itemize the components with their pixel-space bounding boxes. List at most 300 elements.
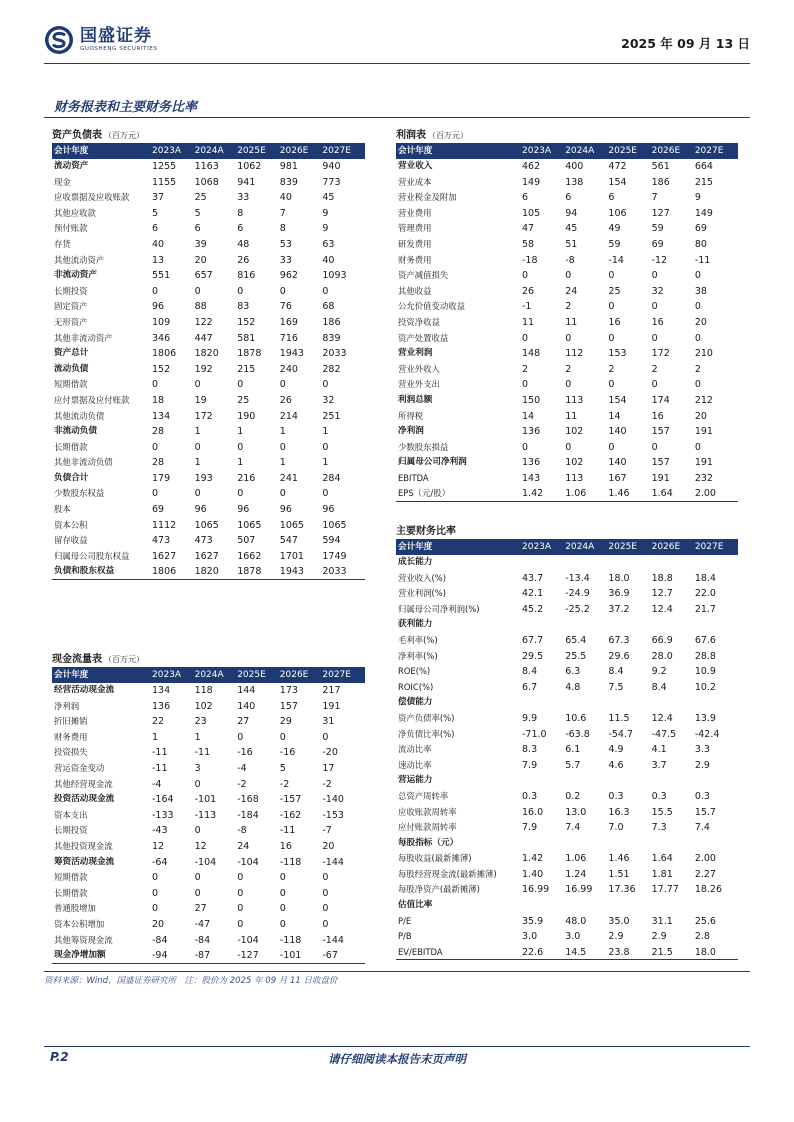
financial-ratios-table xyxy=(396,524,738,960)
row-value: 1065 xyxy=(237,519,262,531)
row-value: 9.2 xyxy=(651,666,667,678)
table-row xyxy=(396,284,738,300)
row-value xyxy=(652,898,695,914)
header-cell-year: 2027E xyxy=(322,670,351,680)
row-value: 76 xyxy=(279,301,292,313)
row-value xyxy=(695,695,738,711)
row-label: 应收账款周转率 xyxy=(398,806,457,817)
row-value: 59 xyxy=(608,238,621,250)
row-label: 净利润 xyxy=(54,700,80,711)
row-label: 短期借款 xyxy=(54,872,88,883)
row-value: 12 xyxy=(194,840,207,852)
row-value: 29.5 xyxy=(522,650,544,662)
row-value: 0 xyxy=(651,441,658,453)
row-value: 2 xyxy=(608,363,615,375)
row-value: 1 xyxy=(237,426,244,438)
row-value: 26 xyxy=(522,285,535,297)
company-logo xyxy=(44,24,157,56)
row-value: 11 xyxy=(522,316,535,328)
row-value: 35.0 xyxy=(608,915,630,927)
row-value: 0 xyxy=(152,903,159,915)
row-label: 资本支出 xyxy=(54,809,88,820)
row-label: 利润总额 xyxy=(398,394,433,405)
row-value: 7.9 xyxy=(522,822,538,834)
row-label: 所得税 xyxy=(398,410,424,421)
table-row xyxy=(396,253,738,269)
row-value: 1627 xyxy=(194,550,219,562)
row-value: 16.99 xyxy=(522,884,550,896)
row-value: 9 xyxy=(322,223,329,235)
source-note: 资料来源：Wind，国盛证券研究所 注：股价为 2025 年 09 月 11 日收盘价 xyxy=(44,971,750,986)
row-value: 21.5 xyxy=(651,946,673,958)
row-label: 长期借款 xyxy=(54,887,88,898)
row-value: 547 xyxy=(279,535,298,547)
table-row xyxy=(396,346,738,362)
row-value: 1255 xyxy=(152,161,177,172)
table-header-row xyxy=(52,668,365,683)
row-value: -8 xyxy=(565,254,575,266)
row-value: 0.3 xyxy=(651,790,667,802)
header-cell-year: 2026E xyxy=(279,146,309,156)
row-value: 1.46 xyxy=(608,488,630,500)
row-value xyxy=(522,617,565,633)
row-value: 17.36 xyxy=(608,884,636,896)
row-value: 0 xyxy=(651,332,658,344)
row-value: 37 xyxy=(152,192,165,204)
row-value xyxy=(608,898,651,914)
row-value: 143 xyxy=(522,472,541,484)
row-value: 716 xyxy=(279,332,298,344)
row-value: -16 xyxy=(237,747,253,759)
table-row xyxy=(52,518,365,534)
row-value: 113 xyxy=(565,394,584,406)
row-value: 42.1 xyxy=(522,588,544,600)
row-value: 346 xyxy=(152,332,171,344)
row-value: 0 xyxy=(279,887,286,899)
row-value: 96 xyxy=(152,301,165,313)
table-row xyxy=(396,711,738,727)
row-value: -104 xyxy=(237,856,259,868)
row-value: -12 xyxy=(651,254,668,266)
row-value: 551 xyxy=(152,270,171,282)
row-value: 0 xyxy=(322,903,329,915)
row-value: 25.6 xyxy=(694,915,716,927)
row-label: 投资活动现金流 xyxy=(54,794,115,805)
row-value: 447 xyxy=(194,332,213,344)
row-value: 102 xyxy=(565,426,584,438)
row-value: 5.7 xyxy=(565,759,581,771)
row-value: -168 xyxy=(237,794,259,806)
row-value: -54.7 xyxy=(608,728,633,740)
row-value: 7.5 xyxy=(608,681,624,693)
row-value: 5 xyxy=(279,762,286,774)
row-value: -11 xyxy=(152,762,168,774)
row-value: 0 xyxy=(237,731,244,743)
row-value: 2.9 xyxy=(694,759,710,771)
table-header-row xyxy=(52,144,365,159)
row-value xyxy=(522,773,565,789)
row-value: 25 xyxy=(608,285,621,297)
row-value: 8.4 xyxy=(651,681,667,693)
row-value: 140 xyxy=(237,700,256,712)
row-value xyxy=(695,773,738,789)
row-value: 1 xyxy=(194,457,201,469)
row-value: 2 xyxy=(694,363,701,375)
table-row xyxy=(396,820,738,836)
row-value xyxy=(695,555,738,571)
table-unit: （百万元） xyxy=(428,131,468,140)
row-label: 其他应收款 xyxy=(54,207,96,218)
row-value: 17.77 xyxy=(651,884,679,896)
row-label: 其他非流动资产 xyxy=(54,332,113,343)
row-value: 18.0 xyxy=(608,572,630,584)
page-header xyxy=(44,22,750,64)
table-title xyxy=(52,128,365,144)
table-row xyxy=(396,633,738,649)
header-cell-year: 2024A xyxy=(565,146,595,156)
table-row xyxy=(52,315,365,331)
table-row xyxy=(52,409,365,425)
row-value: 14 xyxy=(522,410,535,422)
row-value: -47.5 xyxy=(651,728,677,740)
row-value: 69 xyxy=(694,223,707,235)
row-label: 毛利率(%) xyxy=(398,634,438,645)
row-label: 营运资金变动 xyxy=(54,762,105,773)
row-label: 获利能力 xyxy=(398,619,433,630)
row-value: 6 xyxy=(565,192,572,204)
row-label: 每股指标（元） xyxy=(398,837,459,848)
row-label: 每股收益(最新摊薄) xyxy=(398,853,472,864)
row-value: 473 xyxy=(152,535,171,547)
row-value: 169 xyxy=(279,316,298,328)
table-row xyxy=(52,564,365,580)
row-value: 240 xyxy=(279,363,298,375)
row-value: -118 xyxy=(279,934,302,946)
row-value: -133 xyxy=(152,809,174,821)
row-value: -64 xyxy=(152,856,168,868)
row-value: 20 xyxy=(194,254,207,266)
table-row xyxy=(52,855,365,871)
row-value: 6 xyxy=(522,192,529,204)
row-value: 45.2 xyxy=(522,603,544,615)
header-cell-label: 会计年度 xyxy=(398,542,433,552)
table-row xyxy=(52,901,365,917)
row-label: 少数股东权益 xyxy=(54,488,105,499)
table-row xyxy=(52,284,365,300)
row-value: -11 xyxy=(694,254,711,266)
row-value: 0 xyxy=(322,731,329,743)
row-value xyxy=(565,617,608,633)
row-value xyxy=(652,617,695,633)
row-value: 149 xyxy=(694,207,713,219)
row-value: 1 xyxy=(322,426,329,438)
row-value: 29.6 xyxy=(608,650,630,662)
row-value: 981 xyxy=(279,161,298,172)
row-value: 0 xyxy=(565,270,572,282)
row-value: 8 xyxy=(279,223,286,235)
row-value: 7.4 xyxy=(565,822,581,834)
row-value: 1820 xyxy=(194,566,219,578)
row-value: 251 xyxy=(322,410,341,422)
table-row xyxy=(396,617,738,633)
row-value: 13 xyxy=(152,254,165,266)
row-value: 1.42 xyxy=(522,488,544,500)
logo-text-en: GUOSHENG SECURITIES xyxy=(80,46,158,52)
header-cell-year: 2024A xyxy=(565,542,595,552)
row-value: 0 xyxy=(322,285,329,297)
row-value: 0 xyxy=(694,270,701,282)
row-value: 53 xyxy=(279,238,292,250)
row-value: 179 xyxy=(152,472,171,484)
row-value: -184 xyxy=(237,809,259,821)
row-value: 36.9 xyxy=(608,588,630,600)
table-row xyxy=(396,393,738,409)
row-value: 1 xyxy=(194,426,201,438)
row-value: 3.0 xyxy=(522,931,538,943)
row-value: 0 xyxy=(608,332,615,344)
row-value xyxy=(565,773,608,789)
row-value: -144 xyxy=(322,856,344,868)
row-label: 归属母公司股东权益 xyxy=(54,550,130,561)
row-value: 80 xyxy=(694,238,707,250)
row-value: -157 xyxy=(279,794,302,806)
row-value: 839 xyxy=(322,332,341,344)
row-value: 25.5 xyxy=(565,650,587,662)
table-row xyxy=(396,362,738,378)
row-value: 0 xyxy=(608,301,615,313)
row-value: 9 xyxy=(694,192,701,204)
row-label: 预付账款 xyxy=(54,223,88,234)
header-cell-year: 2024A xyxy=(194,146,224,156)
row-label: 筹资活动现金流 xyxy=(54,856,115,867)
row-value: 215 xyxy=(237,363,256,375)
row-value: 7.0 xyxy=(608,822,624,834)
row-value xyxy=(565,836,608,852)
row-value: -118 xyxy=(279,856,302,868)
row-value: 1943 xyxy=(279,566,304,578)
table-row xyxy=(396,471,738,487)
row-value: 18.8 xyxy=(651,572,673,584)
row-label: 归属母公司净利润 xyxy=(398,457,467,468)
row-value: 941 xyxy=(237,176,256,188)
row-value: 191 xyxy=(694,457,713,469)
row-value: -7 xyxy=(322,825,332,837)
row-value: -162 xyxy=(279,809,302,821)
row-value: 0 xyxy=(279,731,286,743)
row-value: 0 xyxy=(194,488,201,500)
row-value: 14 xyxy=(608,410,621,422)
row-value: 0 xyxy=(522,270,529,282)
row-label: 归属母公司净利润(%) xyxy=(398,603,480,614)
row-value xyxy=(695,898,738,914)
row-value: -144 xyxy=(322,934,344,946)
row-value: 102 xyxy=(194,700,213,712)
row-value: 157 xyxy=(651,426,670,438)
row-value: 172 xyxy=(651,348,670,360)
row-label: 短期借款 xyxy=(54,379,88,390)
row-value: 191 xyxy=(694,426,713,438)
row-value xyxy=(565,898,608,914)
row-value: 4.1 xyxy=(651,744,667,756)
table-row xyxy=(396,424,738,440)
row-value: -11 xyxy=(279,825,296,837)
row-label: 估值比率 xyxy=(398,900,433,911)
table-row xyxy=(396,237,738,253)
table-header-row xyxy=(396,540,738,555)
row-value: 58 xyxy=(522,238,535,250)
row-value: 472 xyxy=(608,161,627,172)
row-value: 1.24 xyxy=(565,868,587,880)
row-value: -164 xyxy=(152,794,174,806)
row-value: 10.6 xyxy=(565,712,587,724)
table-row xyxy=(52,237,365,253)
row-value: -104 xyxy=(237,934,259,946)
row-value: 31 xyxy=(322,716,335,728)
row-value: 96 xyxy=(279,504,292,516)
row-label: 应收票据及应收账款 xyxy=(54,192,130,203)
row-value: 67.7 xyxy=(522,634,544,646)
row-label: 其他非流动负债 xyxy=(54,457,113,468)
table-title xyxy=(396,128,738,144)
table-row xyxy=(52,471,365,487)
row-value: 0 xyxy=(608,441,615,453)
row-value: 0 xyxy=(565,441,572,453)
row-label: EBITDA xyxy=(398,472,429,483)
row-label: 留存收益 xyxy=(54,535,88,546)
row-label: EV/EBITDA xyxy=(398,946,443,957)
row-value: 32 xyxy=(322,394,335,406)
row-value: 7 xyxy=(651,192,658,204)
table-body xyxy=(396,144,738,502)
row-value: 1093 xyxy=(322,270,347,282)
row-value: 0 xyxy=(152,379,159,391)
row-value: 2.27 xyxy=(694,868,716,880)
table-row xyxy=(396,206,738,222)
row-value: 134 xyxy=(152,685,171,696)
row-value: -20 xyxy=(322,747,338,759)
row-value: 0 xyxy=(152,441,159,453)
row-label: 管理费用 xyxy=(398,223,432,234)
row-value: -67 xyxy=(322,950,338,962)
table-row xyxy=(396,602,738,618)
row-label: 成长能力 xyxy=(398,557,433,567)
row-value xyxy=(522,898,565,914)
row-value: 0 xyxy=(194,441,201,453)
row-value: 136 xyxy=(522,426,541,438)
row-label: 投资损失 xyxy=(54,747,88,758)
row-value: 0 xyxy=(565,332,572,344)
row-value: 191 xyxy=(651,472,670,484)
row-value: 22.6 xyxy=(522,946,544,958)
row-value: 65.4 xyxy=(565,634,587,646)
row-value: 191 xyxy=(322,700,341,712)
row-value: 0 xyxy=(237,441,244,453)
row-value: 31.1 xyxy=(651,915,673,927)
row-value: 1163 xyxy=(194,161,219,172)
row-value: 0 xyxy=(194,778,201,790)
row-value: 192 xyxy=(194,363,213,375)
row-value: -153 xyxy=(322,809,344,821)
row-value: 1749 xyxy=(322,550,347,562)
row-value: 0 xyxy=(279,918,286,930)
header-cell-label: 会计年度 xyxy=(398,146,433,156)
table-row xyxy=(396,680,738,696)
row-value: 1627 xyxy=(152,550,177,562)
row-value: 32 xyxy=(651,285,664,297)
row-label: P/E xyxy=(398,915,412,926)
row-label: 营业利润 xyxy=(398,348,433,359)
row-value: 1 xyxy=(279,426,286,438)
row-value: 10.2 xyxy=(694,681,716,693)
row-label: 折旧摊销 xyxy=(54,716,88,727)
row-value: 561 xyxy=(651,161,670,172)
row-value: 15.7 xyxy=(694,806,716,818)
row-value: 0 xyxy=(194,887,201,899)
row-value: 22 xyxy=(152,716,165,728)
row-label: 每股经营现金流(最新摊薄) xyxy=(398,868,497,879)
row-value: 12.4 xyxy=(651,712,673,724)
row-value: 14.5 xyxy=(565,946,587,958)
row-label: 营业费用 xyxy=(398,207,432,218)
row-value: 0.3 xyxy=(608,790,624,802)
table-row xyxy=(396,664,738,680)
row-value: 94 xyxy=(565,207,578,219)
row-value: 7.3 xyxy=(651,822,667,834)
table-row xyxy=(396,773,738,789)
row-value: 174 xyxy=(651,394,670,406)
row-label: 净负债比率(%) xyxy=(398,728,455,739)
row-value: 0 xyxy=(694,379,701,391)
report-date: 2025 年 09 月 13 日 xyxy=(621,36,750,51)
row-value: 118 xyxy=(194,685,213,696)
table-row xyxy=(52,159,365,175)
row-label: 研发费用 xyxy=(398,238,432,249)
row-label: 资产负债率(%) xyxy=(398,712,455,723)
row-value: 0 xyxy=(152,872,159,884)
row-value: 39 xyxy=(194,238,207,250)
row-value: -87 xyxy=(194,950,211,962)
header-cell-label: 会计年度 xyxy=(54,670,89,680)
table-row xyxy=(52,190,365,206)
row-label: 其他经营现金流 xyxy=(54,778,113,789)
row-value: -71.0 xyxy=(522,728,547,740)
row-value: 28.0 xyxy=(651,650,673,662)
row-value: -16 xyxy=(279,747,296,759)
row-value: 0 xyxy=(565,379,572,391)
row-value: 1.06 xyxy=(565,488,587,500)
table-row xyxy=(396,805,738,821)
row-value: -84 xyxy=(194,934,211,946)
row-value xyxy=(608,773,651,789)
row-value: 0 xyxy=(194,285,201,297)
section-title: 财务报表和主要财务比率 xyxy=(54,100,198,115)
row-value: 400 xyxy=(565,161,584,172)
header-cell-year: 2026E xyxy=(651,146,681,156)
row-value: 25 xyxy=(237,394,250,406)
row-value: -2 xyxy=(237,778,247,790)
row-value: 48.0 xyxy=(565,915,587,927)
row-value: 69 xyxy=(152,504,165,516)
row-value: 172 xyxy=(194,410,213,422)
row-value: 20 xyxy=(694,410,707,422)
row-value: 20 xyxy=(152,918,165,930)
table-unit: （百万元） xyxy=(104,131,144,140)
row-label: 长期投资 xyxy=(54,825,88,836)
row-value: 0 xyxy=(694,441,701,453)
row-value: 215 xyxy=(694,176,713,188)
row-value: -25.2 xyxy=(565,603,590,615)
row-value: 282 xyxy=(322,363,341,375)
